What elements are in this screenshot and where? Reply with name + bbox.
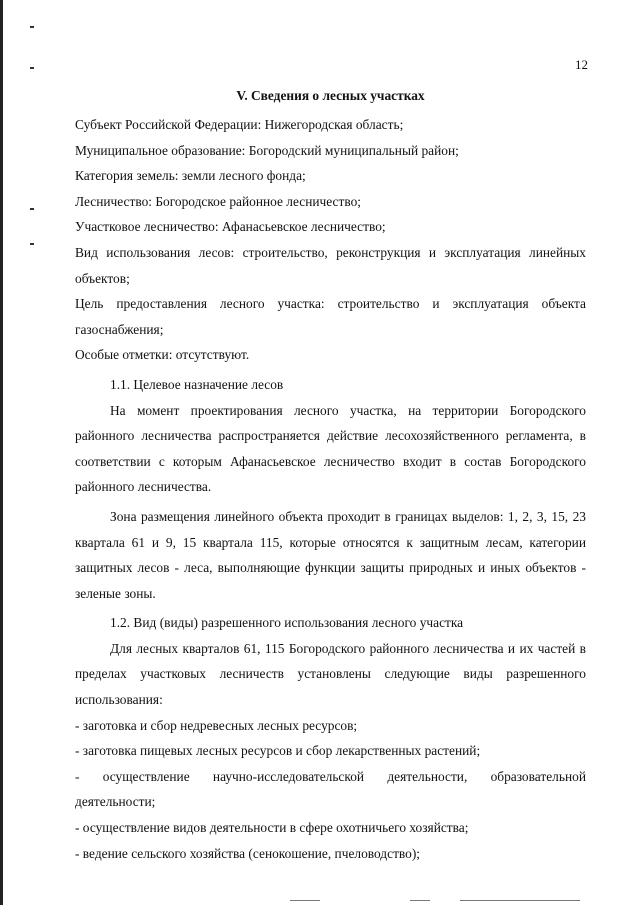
use-item: - заготовка и сбор недревесных лесных ресурсов; bbox=[75, 717, 358, 733]
page-bottom-artifact bbox=[290, 900, 590, 902]
scan-edge bbox=[0, 0, 3, 905]
info-forestry: Лесничество: Богородское районное лесничество; bbox=[75, 193, 361, 209]
use-item: - осуществление научно-исследовательской деятельности, образовательной деятельности; bbox=[75, 768, 586, 810]
info-special-notes: Особые отметки: отсутствуют. bbox=[75, 347, 250, 363]
section-title: V. Сведения о лесных участках bbox=[236, 88, 425, 103]
paragraph-1-2-a: Для лесных кварталов 61, 115 Богородского районного лесничества и их частей в пределах участковых лесничеств установлены следующие виды разрешенного использования: bbox=[75, 640, 586, 708]
use-item: - осуществление видов деятельности в сфере охотничьего хозяйства; bbox=[75, 820, 469, 836]
document-body bbox=[75, 84, 586, 866]
use-item: - ведение сельского хозяйства (сенокошение, пчеловодство); bbox=[75, 845, 421, 861]
info-district-forestry: Участковое лесничество: Афанасьевское лесничество; bbox=[75, 219, 386, 235]
scan-mark bbox=[30, 243, 34, 245]
info-subject: Субъект Российской Федерации: Нижегородская область; bbox=[75, 117, 404, 132]
info-land-category: Категория земель: земли лесного фонда; bbox=[75, 168, 306, 184]
info-use-type: Вид использования лесов: строительство, реконструкция и эксплуатация линейных объектов; bbox=[75, 244, 586, 286]
subsection-title-1-1: 1.1. Целевое назначение лесов bbox=[110, 376, 284, 392]
use-item: - заготовка пищевых лесных ресурсов и сбор лекарственных растений; bbox=[75, 743, 481, 759]
paragraph-1-1-a: На момент проектирования лесного участка, на территории Богородского районного лесничества распространяется действие лесохозяйственного регламента, в соответствии с которым Афанасьевское лесничество входит в состав Богородского районного лесничества. bbox=[75, 402, 586, 495]
scan-mark bbox=[30, 67, 34, 69]
subsection-title-1-2: 1.2. Вид (виды) разрешенного использования лесного участка bbox=[110, 615, 464, 631]
scan-mark bbox=[30, 26, 34, 28]
paragraph-1-1-b: Зона размещения линейного объекта проходит в границах выделов: 1, 2, 3, 15, 23 квартала 61 и 9, 15 квартала 115, которые относятся к защитным лесам, категории защитных лесов - леса, выполняющие функции защиты природных и иных объектов - зеленые зоны. bbox=[75, 508, 586, 601]
info-purpose: Цель предоставления лесного участка: строительство и эксплуатация объекта газоснабжения; bbox=[75, 296, 586, 337]
page-number: 12 bbox=[575, 57, 588, 72]
scan-mark bbox=[30, 208, 34, 210]
info-municipality: Муниципальное образование: Богородский муниципальный район; bbox=[75, 142, 459, 158]
